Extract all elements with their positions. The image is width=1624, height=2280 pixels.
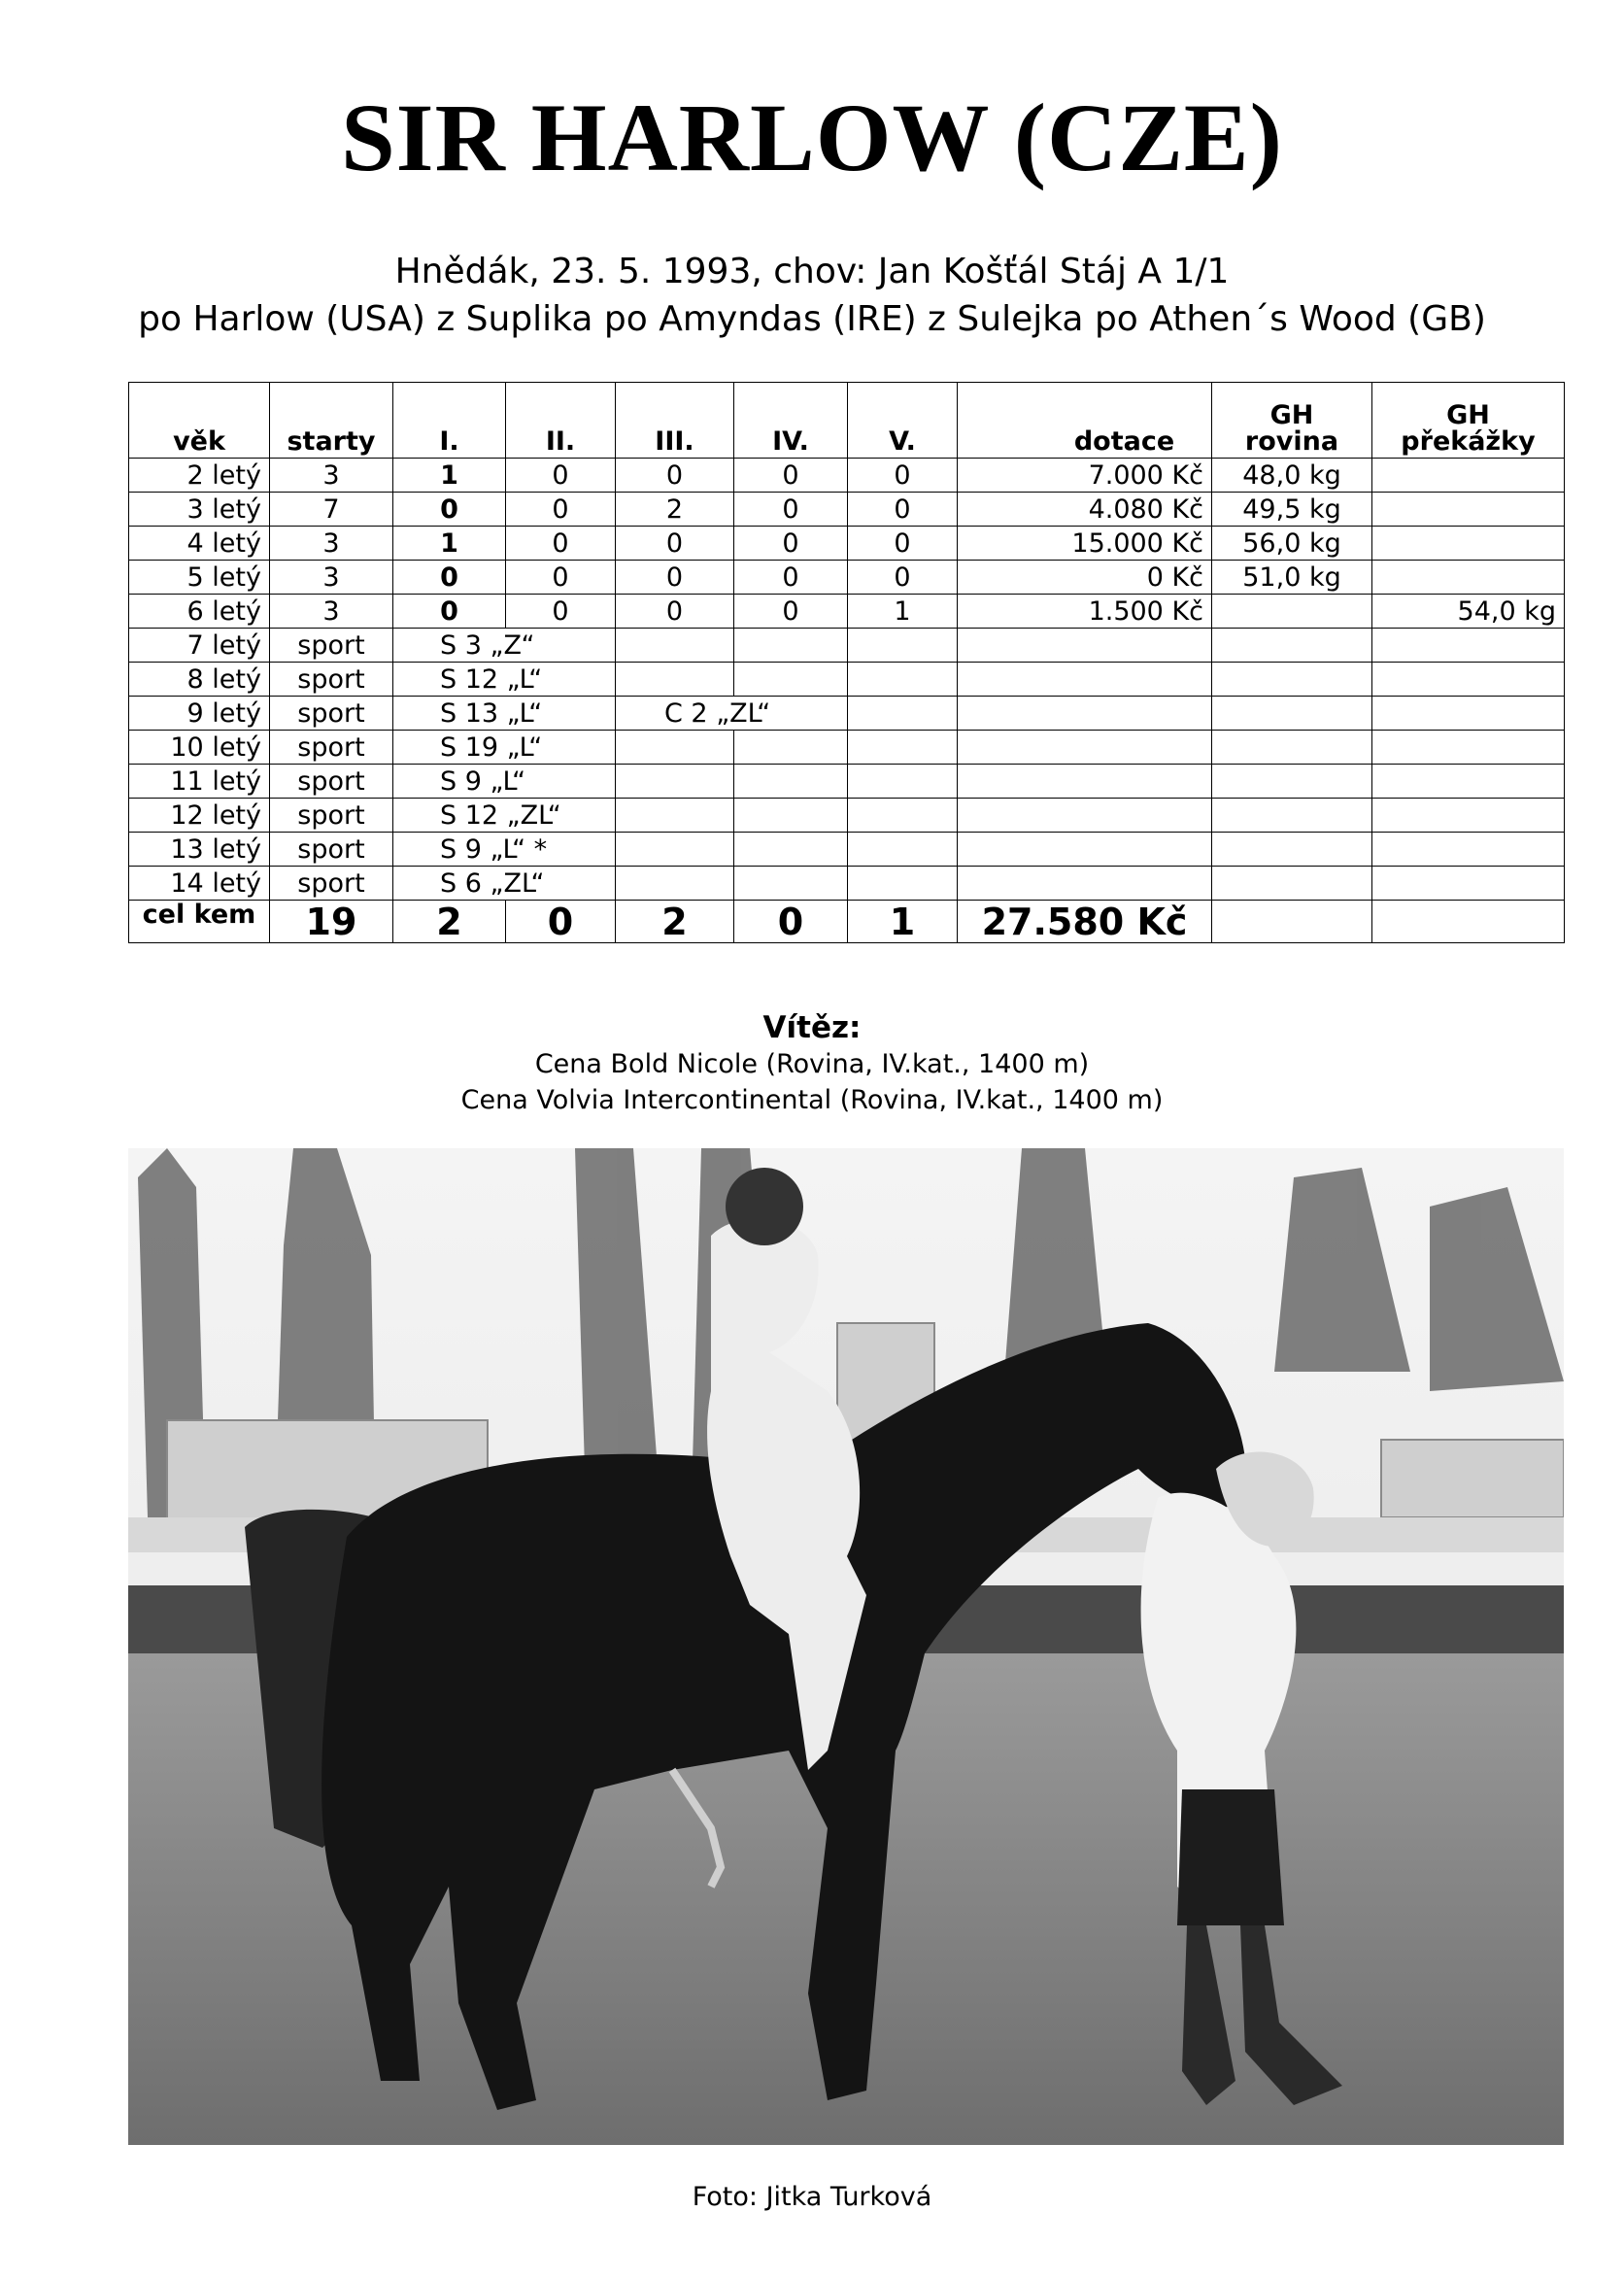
prize-cell: 7.000 Kč — [958, 459, 1212, 493]
header-gh-jump: GH překážky — [1372, 383, 1565, 459]
header-second: II. — [506, 383, 616, 459]
age-cell: 11 letý — [129, 765, 270, 799]
table-row — [129, 561, 1565, 595]
age-cell: 14 letý — [129, 867, 270, 901]
empty-cell — [616, 765, 734, 799]
table-row — [129, 663, 1565, 697]
fourth-place-cell: 0 — [734, 561, 848, 595]
header-age: věk — [129, 383, 270, 459]
gh-jump-cell: 54,0 kg — [1372, 595, 1565, 629]
total-label: cel kem — [129, 901, 270, 943]
fifth-place-cell: 0 — [848, 561, 958, 595]
empty-cell — [1212, 697, 1372, 731]
starts-cell: sport — [270, 833, 393, 867]
empty-cell — [1212, 867, 1372, 901]
gh-jump-cell — [1372, 527, 1565, 561]
sport-result-cell: S 12 „L“ — [393, 663, 616, 697]
starts-cell: sport — [270, 799, 393, 833]
starts-cell: 7 — [270, 493, 393, 527]
total-third: 2 — [616, 901, 734, 943]
empty-cell — [1372, 629, 1565, 663]
prize-cell: 4.080 Kč — [958, 493, 1212, 527]
empty-cell — [1212, 833, 1372, 867]
table-row — [129, 731, 1565, 765]
age-cell: 12 letý — [129, 799, 270, 833]
sport-result-cell: S 19 „L“ — [393, 731, 616, 765]
sport-result-cell: S 9 „L“ — [393, 765, 616, 799]
total-second: 0 — [506, 901, 616, 943]
age-cell: 4 letý — [129, 527, 270, 561]
fourth-place-cell: 0 — [734, 527, 848, 561]
sport-result-cell: C 2 „ZL“ — [616, 697, 848, 731]
table-row — [129, 459, 1565, 493]
sport-result-cell: S 9 „L“ * — [393, 833, 616, 867]
total-starts: 19 — [270, 901, 393, 943]
empty-cell — [616, 629, 734, 663]
horse-photo — [128, 1148, 1564, 2145]
empty-cell — [1212, 799, 1372, 833]
starts-cell: sport — [270, 731, 393, 765]
gh-jump-cell — [1372, 459, 1565, 493]
prize-cell: 0 Kč — [958, 561, 1212, 595]
sport-result-cell: S 6 „ZL“ — [393, 867, 616, 901]
header-fifth: V. — [848, 383, 958, 459]
third-place-cell: 0 — [616, 561, 734, 595]
first-place-cell: 0 — [393, 595, 506, 629]
second-place-cell: 0 — [506, 561, 616, 595]
table-row — [129, 799, 1565, 833]
empty-cell — [1372, 867, 1565, 901]
empty-cell — [1372, 799, 1565, 833]
starts-cell: 3 — [270, 459, 393, 493]
starts-cell: sport — [270, 867, 393, 901]
sport-result-cell: S 3 „Z“ — [393, 629, 616, 663]
empty-cell — [1212, 765, 1372, 799]
second-place-cell: 0 — [506, 527, 616, 561]
fifth-place-cell: 0 — [848, 493, 958, 527]
fourth-place-cell: 0 — [734, 493, 848, 527]
empty-cell — [958, 799, 1212, 833]
empty-cell — [734, 663, 848, 697]
table-row — [129, 527, 1565, 561]
horse-info-line: Hnědák, 23. 5. 1993, chov: Jan Košťál Stáj A 1/1 — [394, 252, 1230, 291]
pedigree-line: po Harlow (USA) z Suplika po Amyndas (IRE) z Sulejka po Athen´s Wood (GB) — [138, 299, 1486, 339]
empty-cell — [848, 833, 958, 867]
page-title: SIR HARLOW (CZE) — [341, 84, 1283, 191]
age-cell: 8 letý — [129, 663, 270, 697]
table-header-row — [129, 383, 1565, 459]
empty-cell — [848, 765, 958, 799]
age-cell: 6 letý — [129, 595, 270, 629]
empty-cell — [848, 867, 958, 901]
empty-cell — [958, 867, 1212, 901]
empty-cell — [616, 867, 734, 901]
age-cell: 5 letý — [129, 561, 270, 595]
header-starts: starty — [270, 383, 393, 459]
age-cell: 7 letý — [129, 629, 270, 663]
race-record-table — [128, 382, 1565, 943]
fifth-place-cell: 0 — [848, 527, 958, 561]
winner-race: Cena Volvia Intercontinental (Rovina, IV.kat., 1400 m) — [460, 1085, 1164, 1115]
first-place-cell: 0 — [393, 493, 506, 527]
total-fifth: 1 — [848, 901, 958, 943]
empty-cell — [1212, 901, 1372, 943]
second-place-cell: 0 — [506, 595, 616, 629]
first-place-cell: 1 — [393, 527, 506, 561]
age-cell: 2 letý — [129, 459, 270, 493]
gh-flat-cell: 48,0 kg — [1212, 459, 1372, 493]
second-place-cell: 0 — [506, 459, 616, 493]
empty-cell — [1212, 731, 1372, 765]
first-place-cell: 0 — [393, 561, 506, 595]
winner-section — [0, 1010, 1624, 1118]
table-row — [129, 493, 1565, 527]
age-cell: 3 letý — [129, 493, 270, 527]
empty-cell — [848, 731, 958, 765]
empty-cell — [1372, 833, 1565, 867]
age-cell: 9 letý — [129, 697, 270, 731]
starts-cell: sport — [270, 697, 393, 731]
empty-cell — [1212, 629, 1372, 663]
gh-flat-cell: 51,0 kg — [1212, 561, 1372, 595]
empty-cell — [734, 731, 848, 765]
empty-cell — [848, 629, 958, 663]
starts-cell: 3 — [270, 561, 393, 595]
empty-cell — [616, 663, 734, 697]
total-first: 2 — [393, 901, 506, 943]
gh-flat-cell: 56,0 kg — [1212, 527, 1372, 561]
empty-cell — [616, 731, 734, 765]
prize-cell: 1.500 Kč — [958, 595, 1212, 629]
empty-cell — [1212, 663, 1372, 697]
empty-cell — [848, 697, 958, 731]
empty-cell — [616, 833, 734, 867]
header-prize: dotace — [958, 383, 1212, 459]
empty-cell — [958, 697, 1212, 731]
table-row — [129, 833, 1565, 867]
fifth-place-cell: 1 — [848, 595, 958, 629]
starts-cell: sport — [270, 629, 393, 663]
table-row — [129, 629, 1565, 663]
header-gh-flat: GH rovina — [1212, 383, 1372, 459]
empty-cell — [734, 867, 848, 901]
table-row — [129, 765, 1565, 799]
age-cell: 13 letý — [129, 833, 270, 867]
empty-cell — [958, 663, 1212, 697]
third-place-cell: 0 — [616, 595, 734, 629]
total-row — [129, 901, 1565, 943]
header-third: III. — [616, 383, 734, 459]
winner-race: Cena Bold Nicole (Rovina, IV.kat., 1400 m) — [534, 1049, 1090, 1079]
total-prize: 27.580 Kč — [958, 901, 1212, 943]
gh-flat-cell: 49,5 kg — [1212, 493, 1372, 527]
second-place-cell: 0 — [506, 493, 616, 527]
header-fourth: IV. — [734, 383, 848, 459]
empty-cell — [958, 765, 1212, 799]
sport-result-cell: S 13 „L“ — [393, 697, 616, 731]
starts-cell: sport — [270, 663, 393, 697]
table-row — [129, 697, 1565, 731]
starts-cell: 3 — [270, 527, 393, 561]
empty-cell — [848, 799, 958, 833]
fifth-place-cell: 0 — [848, 459, 958, 493]
empty-cell — [1372, 731, 1565, 765]
winner-heading: Vítěz: — [762, 1010, 862, 1045]
third-place-cell: 0 — [616, 459, 734, 493]
third-place-cell: 0 — [616, 527, 734, 561]
empty-cell — [734, 765, 848, 799]
starts-cell: sport — [270, 765, 393, 799]
age-cell: 10 letý — [129, 731, 270, 765]
empty-cell — [734, 629, 848, 663]
empty-cell — [1372, 765, 1565, 799]
empty-cell — [958, 833, 1212, 867]
fourth-place-cell: 0 — [734, 459, 848, 493]
table-row — [129, 595, 1565, 629]
empty-cell — [848, 663, 958, 697]
starts-cell: 3 — [270, 595, 393, 629]
empty-cell — [734, 833, 848, 867]
empty-cell — [1372, 901, 1565, 943]
table-row — [129, 867, 1565, 901]
gh-flat-cell — [1212, 595, 1372, 629]
empty-cell — [1372, 663, 1565, 697]
prize-cell: 15.000 Kč — [958, 527, 1212, 561]
empty-cell — [616, 799, 734, 833]
empty-cell — [734, 799, 848, 833]
gh-jump-cell — [1372, 561, 1565, 595]
empty-cell — [1372, 697, 1565, 731]
first-place-cell: 1 — [393, 459, 506, 493]
fourth-place-cell: 0 — [734, 595, 848, 629]
photo-credit: Foto: Jitka Turková — [692, 2182, 932, 2212]
empty-cell — [958, 629, 1212, 663]
empty-cell — [958, 731, 1212, 765]
total-fourth: 0 — [734, 901, 848, 943]
sport-result-cell: S 12 „ZL“ — [393, 799, 616, 833]
third-place-cell: 2 — [616, 493, 734, 527]
header-first: I. — [393, 383, 506, 459]
gh-jump-cell — [1372, 493, 1565, 527]
